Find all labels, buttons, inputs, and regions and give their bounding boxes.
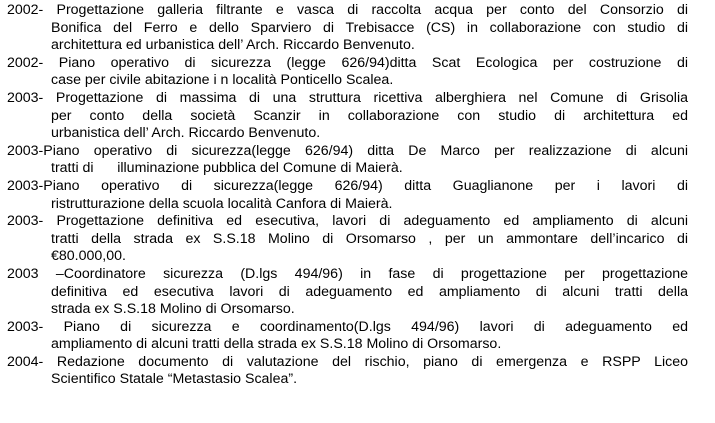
- entry-line: architettura ed urbanistica dell’ Arch. Riccardo Benvenuto.: [51, 37, 415, 54]
- entry-line: tratti di illuminazione pubblica del Comune di Maierà.: [51, 160, 403, 177]
- entry-line: Scientifico Statale “Metastasio Scalea”.: [51, 371, 298, 388]
- entry-line: 2003 –Coordinatore sicurezza (D.lgs 494/96) in fase di progettazione per progettazione: [7, 265, 688, 282]
- entry-line: 2002- Piano operativo di sicurezza (legge 626/94)ditta Scat Ecologica per costruzione di: [7, 54, 688, 71]
- project-entry: [7, 178, 688, 213]
- entry-line: ampliamento di alcuni tratti della strada ex S.S.18 Molino di Orsomarso.: [51, 336, 502, 353]
- entry-line: definitiva ed esecutiva lavori di adeguamento ed ampliamento di alcuni tratti della: [51, 283, 688, 300]
- entry-line: ristrutturazione della scuola località Canfora di Maierà.: [51, 195, 393, 212]
- project-list: [7, 2, 688, 389]
- entry-line: 2003- Piano di sicurezza e coordinamento(D.lgs 494/96) lavori di adeguamento ed: [7, 318, 688, 335]
- entry-line: per conto della società Scanzir in collaborazione con studio di architettura ed: [51, 107, 688, 124]
- project-entry: [7, 143, 688, 178]
- entry-line: case per civile abitazione i n località Ponticello Scalea.: [51, 72, 394, 89]
- project-entry: [7, 266, 688, 319]
- entry-line: 2004- Redazione documento di valutazione del rischio, piano di emergenza e RSPP Liceo: [7, 353, 688, 370]
- project-entry: [7, 213, 688, 266]
- entry-line: strada ex S.S.18 Molino di Orsomarso.: [51, 301, 295, 318]
- project-entry: [7, 90, 688, 143]
- entry-line: urbanistica dell’ Arch. Riccardo Benvenuto.: [51, 125, 321, 142]
- entry-line: 2002- Progettazione galleria filtrante e vasca di raccolta acqua per conto del Consorzio di: [7, 2, 688, 18]
- project-entry: [7, 319, 688, 354]
- entry-line: 2003-Piano operativo di sicurezza(legge 626/94) ditta De Marco per realizzazione di alcuni: [7, 142, 688, 159]
- entry-line: 2003- Progettazione di massima di una struttura ricettiva alberghiera nel Comune di Grisolia: [7, 89, 688, 106]
- entry-line: €80.000,00.: [51, 248, 126, 265]
- project-entry: [7, 55, 688, 90]
- entry-line: 2003-Piano operativo di sicurezza(legge 626/94) ditta Guaglianone per i lavori di: [7, 177, 688, 194]
- project-entry: [7, 2, 688, 55]
- entry-line: Bonifica del Ferro e dello Sparviero di Trebisacce (CS) in collaborazione con studio di: [51, 19, 688, 36]
- entry-line: tratti della strada ex S.S.18 Molino di Orsomarso , per un ammontare dell’incarico di: [51, 230, 688, 247]
- project-entry: [7, 354, 688, 389]
- entry-line: 2003- Progettazione definitiva ed esecutiva, lavori di adeguamento ed ampliamento di alcuni: [7, 213, 688, 230]
